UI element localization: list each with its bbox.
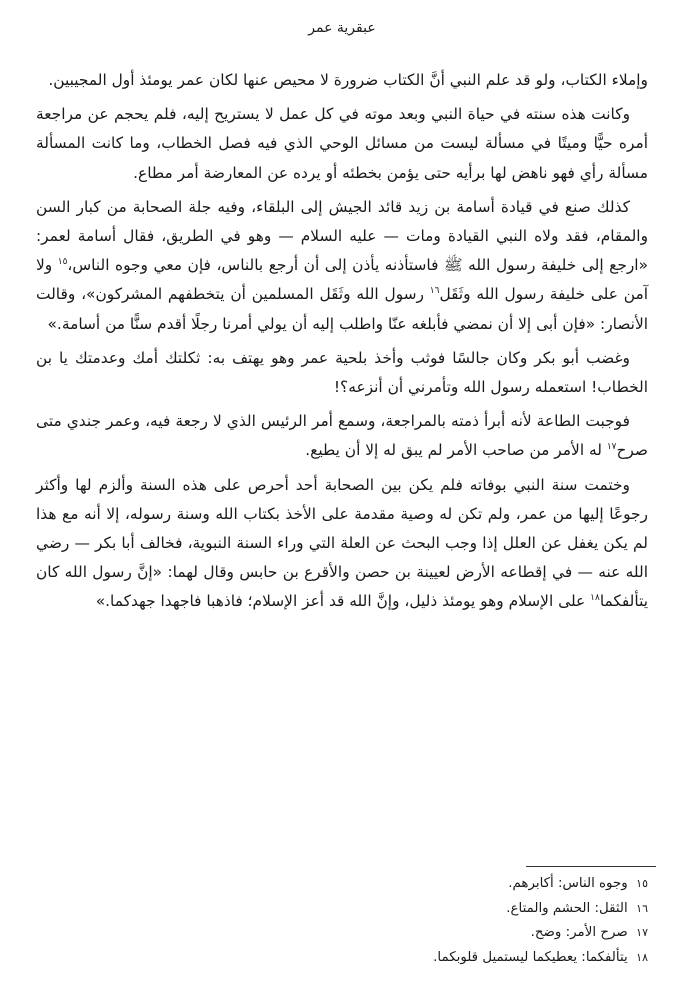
footnote-ref-15[interactable]: ١٥: [57, 257, 68, 268]
footnote-15: [36, 872, 648, 897]
paragraph-3-text-a: كذلك صنع في قيادة أسامة بن زيد قائد الجيش إلى البلقاء، وفيه جلة الصحابة من كبار السن والمقام، فقد ولاه النبي القيادة ومات — عليه السلام — وهو في الطريق، فقال أسامة لعمر: «ارجع إلى خليفة رسول الله ﷺ فاستأذنه يأذن إلى أن أرجع بالناس، فإن معي وجوه الناس،: [36, 197, 648, 275]
footnote-text: صرح الأمر: وضح.: [530, 925, 628, 940]
footnote-text: وجوه الناس: أكابرهم.: [508, 876, 628, 891]
paragraph-5-text-b: له الأمر من صاحب الأمر لم يبق له إلا أن يطيع.: [305, 441, 607, 460]
footnote-number: ١٨: [636, 950, 648, 964]
footnote-18: [36, 946, 648, 971]
paragraph-4: وغضب أبو بكر وكان جالسًا فوثب وأخذ بلحية عمر وهو يهتف به: ثكلتك أمك وعدمتك يا بن الخطاب! استعمله رسول الله وتأمرني أن أنزعه؟!: [36, 348, 648, 397]
footnote-number: ١٦: [636, 901, 648, 915]
footnote-text: يتألفكما: يعطيكما ليستميل قلوبكما.: [433, 949, 628, 965]
paragraph-6: [36, 471, 648, 617]
paragraph-3-text-b: ولا آمن على خليفة رسول الله وثَقَل: [36, 256, 648, 304]
paragraph-2: وكانت هذه سنته في حياة النبي وبعد موته في كل عمل لا يستريح إليه، فلم يحجم عن مراجعة أمره حيًّا وميتًا في مسألة ليست من مسائل الوحي الذي فيه فصل الخطاب، وما كانت المسألة مسألة رأي فهو ناهض لها برأيه حتى يؤمن بخطئه أو يرده عن المعارضة أمر مطاع.: [36, 105, 648, 182]
paragraph-3: [36, 193, 648, 339]
paragraph-6-text-b: على الإسلام وهو يومئذ ذليل، وإنَّ الله قد أعز الإسلام؛ فاذهبا فاجهدا جهدكما.»: [95, 592, 591, 611]
footnote-number: ١٥: [636, 877, 648, 890]
footnote-separator: [526, 866, 656, 867]
main-text: [36, 66, 648, 622]
footnote-ref-17[interactable]: ١٧: [606, 442, 617, 453]
footnote-ref-16[interactable]: ١٦: [429, 286, 440, 297]
footnote-text: الثقل: الحشم والمتاع.: [506, 900, 628, 916]
footnote-number: ١٧: [636, 926, 648, 939]
paragraph-5-text-a: فوجبت الطاعة لأنه أبرأ ذمته بالمراجعة، وسمع أمر الرئيس الذي لا رجعة فيه، وعمر جندي متى صرح: [36, 412, 648, 460]
footnote-17: [36, 921, 648, 946]
running-header: عبقرية عمر: [308, 20, 376, 36]
footnote-ref-18[interactable]: ١٨: [590, 593, 600, 604]
paragraph-6-text-a: وختمت سنة النبي بوفاته فلم يكن بين الصحابة أحد أحرص على هذه السنة وألزم لها وأكثر رجوعًا إليها من عمر، ولم تكن له وصية مقدمة على الأخذ بكتاب الله وسنة رسوله، إلا أنه مع هذا لم يكن يغفل عن العلل إذا وجب البحث عن العلة التي وراء السنة النبوية، فخالف أبا بكر — رضي الله عنه — في إقطاعه الأرض لعيينة بن حصن والأقرع بن حابس وقال لهما: «إنَّ رسول الله كان يتألفكما: [36, 475, 648, 611]
paragraph-5: [36, 407, 648, 465]
footnote-16: [36, 897, 648, 922]
footnotes: [36, 872, 648, 970]
paragraph-3-text-c: رسول الله وثَقَل المسلمين أن يتخطفهم المشركون»، وقالت الأنصار: «فإن أبى إلا أن نمضي فأبلغه عنّا واطلب إليه أن يولي أمرنا رجلًا أقدم سنًّا من أسامة.»: [36, 285, 648, 333]
paragraph-1: وإملاء الكتاب، ولو قد علم النبي أنَّ الكتاب ضرورة لا محيص عنها لكان عمر يومئذ أول المجيبين.: [48, 71, 648, 89]
